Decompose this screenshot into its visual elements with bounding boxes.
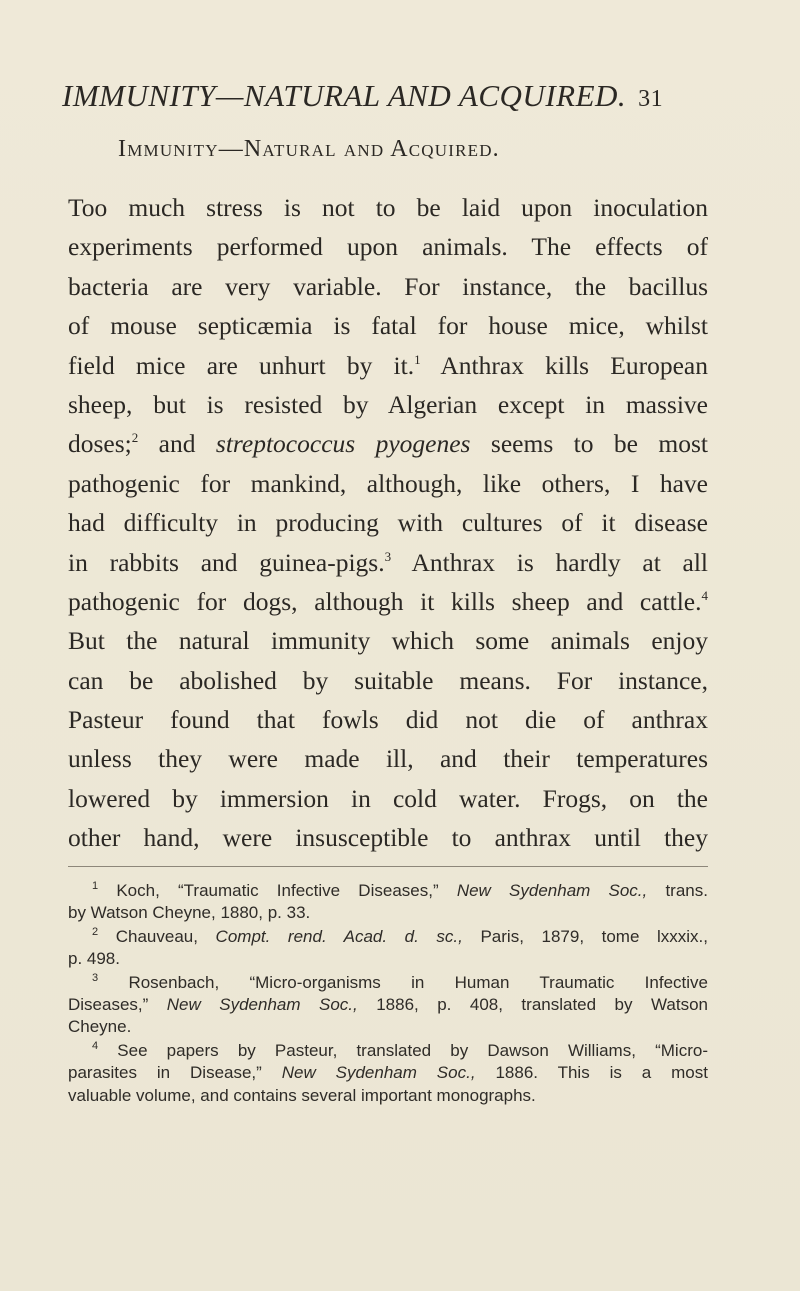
footnote-mark: 1 [92, 880, 99, 892]
footnote-line [68, 994, 708, 1016]
body-fragment: seems to be most [490, 429, 708, 459]
footnote-line [68, 880, 708, 902]
body-fragment: field mice are unhurt by it. [68, 350, 415, 380]
footnote-fragment: Koch, “Traumatic Infective Diseases,” [116, 881, 439, 900]
footnote-citation: Compt. rend. Acad. d. sc., [215, 926, 463, 946]
footnote-line [68, 926, 708, 948]
footnote-citation: New Sydenham Soc., [456, 881, 648, 900]
footnote-line [68, 1040, 708, 1062]
footnote-2 [68, 926, 708, 971]
footnote-citation: New Sydenham Soc., [281, 1063, 476, 1083]
footnote-fragment: 1886. This is a most [495, 1063, 708, 1083]
footnote-line: p. 498. [68, 949, 120, 969]
footnote-rule [68, 866, 708, 867]
body-fragment: pathogenic for dogs, although it kills sheep and cattle. [68, 586, 702, 616]
footnote-1 [68, 880, 708, 925]
body-fragment: Anthrax is hardly at all [411, 547, 709, 577]
footnote-ref: 2 [131, 430, 139, 446]
body-line: experiments performed upon animals. The effects of [68, 232, 708, 262]
body-line: lowered by immersion in cold water. Frogs, on the [68, 783, 708, 813]
body-line [68, 424, 708, 463]
body-line: had difficulty in producing with cultures of it disease [68, 508, 708, 538]
body-line: sheep, but is resisted by Algerian except in massive [68, 389, 708, 419]
footnote-line: by Watson Cheyne, 1880, p. 33. [68, 903, 311, 923]
body-line [68, 346, 708, 385]
footnote-mark: 4 [92, 1039, 99, 1052]
footnote-mark: 2 [92, 925, 99, 938]
body-fragment: doses; [68, 429, 132, 459]
footnote-line: valuable volume, and contains several important monographs. [68, 1085, 536, 1105]
footnote-mark: 3 [92, 971, 99, 984]
running-head [62, 78, 702, 114]
footnote-line [68, 972, 708, 994]
footnote-ref: 4 [701, 587, 708, 603]
footnote-fragment: Paris, 1879, tome lxxxix., [480, 926, 708, 946]
footnote-4 [68, 1040, 708, 1107]
footnote-fragment: parasites in Disease,” [68, 1063, 262, 1083]
footnote-3 [68, 972, 708, 1039]
footnote-fragment: 1886, p. 408, translated by Watson [376, 994, 708, 1014]
footnotes [68, 880, 708, 1108]
body-line: bacteria are very variable. For instance, the bacillus [68, 271, 708, 301]
body-line: pathogenic for mankind, although, like others, I have [68, 468, 708, 498]
footnote-fragment: See papers by Pasteur, translated by Dawson Williams, “Micro- [117, 1040, 708, 1060]
footnote-ref: 3 [384, 548, 392, 564]
page-number: 31 [638, 86, 664, 112]
species-name: streptococcus pyogenes [215, 429, 471, 459]
body-line: unless they were made ill, and their temperatures [68, 744, 708, 774]
section-title: Immunity—Natural and Acquired. [118, 136, 500, 162]
running-head-title: IMMUNITY—NATURAL AND ACQUIRED. [62, 78, 627, 113]
body-line: can be abolished by suitable means. For instance, [68, 665, 708, 695]
body-fragment: and [158, 429, 196, 459]
body-line: of mouse septicæmia is fatal for house mice, whilst [68, 311, 708, 341]
footnote-line [68, 1062, 708, 1084]
footnote-fragment: trans. [665, 881, 708, 900]
body-line: Pasteur found that fowls did not die of anthrax [68, 705, 708, 735]
footnote-ref: 1 [414, 351, 421, 367]
body-line [68, 543, 708, 582]
body-fragment: in rabbits and guinea-pigs. [68, 547, 385, 577]
body-fragment: Anthrax kills European [440, 350, 708, 380]
footnote-citation: New Sydenham Soc., [166, 994, 358, 1014]
footnote-fragment: Rosenbach, “Micro-organisms in Human Traumatic Infective [128, 972, 708, 992]
footnote-fragment: Chauveau, [115, 926, 198, 946]
body-line: Too much stress is not to be laid upon inoculation [68, 193, 708, 222]
footnote-fragment: Diseases,” [68, 994, 149, 1014]
body-line: But the natural immunity which some animals enjoy [68, 626, 708, 656]
body-text [68, 188, 708, 858]
footnote-line: Cheyne. [68, 1017, 132, 1037]
body-line: other hand, were insusceptible to anthrax until they [68, 823, 708, 853]
body-line [68, 582, 708, 621]
